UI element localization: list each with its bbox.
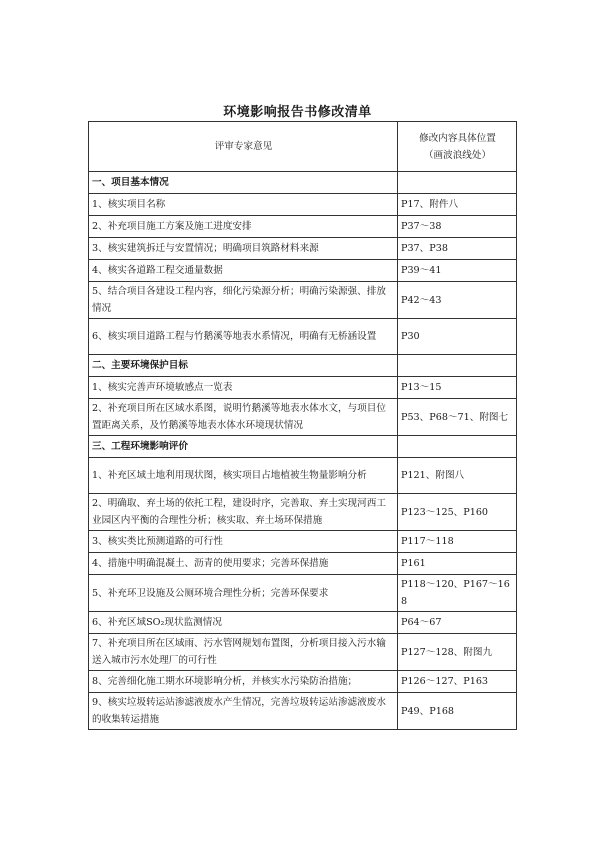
section-title: 三、工程环境影响评价 — [89, 436, 398, 458]
table-row — [89, 282, 517, 319]
table-row — [89, 494, 517, 531]
expert-opinion-cell: 4、核实各道路工程交通量数据 — [89, 260, 398, 282]
expert-opinion-cell: 3、核实类比预测道路的可行性 — [89, 531, 398, 553]
location-cell: P13～15 — [398, 377, 517, 399]
location-cell: P121、附图八 — [398, 458, 517, 494]
section-row — [89, 436, 517, 458]
table-header-row — [89, 122, 517, 172]
header-expert-opinion: 评审专家意见 — [89, 122, 398, 172]
table-row — [89, 531, 517, 553]
location-cell: P161 — [398, 553, 517, 575]
location-cell: P37、P38 — [398, 238, 517, 260]
section-title: 一、项目基本情况 — [89, 172, 398, 194]
table-row — [89, 238, 517, 260]
expert-opinion-cell: 5、结合项目各建设工程内容，细化污染源分析；明确污染源强、排放情况 — [89, 282, 398, 319]
location-cell — [398, 436, 517, 458]
table-row — [89, 634, 517, 671]
table-row — [89, 377, 517, 399]
expert-opinion-cell: 1、核实完善声环境敏感点一览表 — [89, 377, 398, 399]
table-row — [89, 671, 517, 693]
header-location-line2: （画波浪线处） — [423, 149, 492, 161]
table-row — [89, 575, 517, 612]
expert-opinion-cell: 6、补充区域SO₂现状监测情况 — [89, 612, 398, 634]
location-cell: P123～125、P160 — [398, 494, 517, 531]
location-cell: P37～38 — [398, 216, 517, 238]
table-row — [89, 458, 517, 494]
location-cell — [398, 172, 517, 194]
expert-opinion-cell: 7、补充项目所在区域雨、污水管网规划布置图，分析项目接入污水输送入城市污水处理厂的可行性 — [89, 634, 398, 671]
revision-table — [88, 121, 517, 730]
expert-opinion-cell: 8、完善细化施工期水环境影响分析，并核实水污染防治措施； — [89, 671, 398, 693]
expert-opinion-cell: 1、核实项目名称 — [89, 194, 398, 216]
table-row — [89, 260, 517, 282]
section-title: 二、主要环境保护目标 — [89, 355, 398, 377]
location-cell: P17、附件八 — [398, 194, 517, 216]
section-row — [89, 172, 517, 194]
table-row — [89, 216, 517, 238]
expert-opinion-cell: 4、措施中明确混凝土、沥青的使用要求；完善环保措施 — [89, 553, 398, 575]
expert-opinion-cell: 1、补充区域土地利用现状图，核实项目占地植被生物量影响分析 — [89, 458, 398, 494]
expert-opinion-cell: 5、补充环卫设施及公厕环境合理性分析；完善环保要求 — [89, 575, 398, 612]
header-location — [398, 122, 517, 172]
expert-opinion-cell: 3、核实建筑拆迁与安置情况；明确项目筑路材料来源 — [89, 238, 398, 260]
page-title: 环境影响报告书修改清单 — [223, 105, 372, 120]
expert-opinion-cell: 9、核实垃圾转运站渗滤液废水产生情况，完善垃圾转运站渗滤液废水的收集转运措施 — [89, 693, 398, 730]
table-row — [89, 194, 517, 216]
location-cell: P53、P68～71、附图七 — [398, 399, 517, 436]
table-row — [89, 612, 517, 634]
location-cell: P127～128、附图九 — [398, 634, 517, 671]
table-row — [89, 319, 517, 355]
header-location-line1: 修改内容具体位置 — [419, 132, 496, 144]
expert-opinion-cell: 2、明确取、弃土场的依托工程，建设时序，完善取、弃土实现河西工业园区内平衡的合理性分析；核实取、弃土场环保措施 — [89, 494, 398, 531]
location-cell: P30 — [398, 319, 517, 355]
location-cell: P117～118 — [398, 531, 517, 553]
table-row — [89, 693, 517, 730]
section-row — [89, 355, 517, 377]
location-cell: P64～67 — [398, 612, 517, 634]
location-cell: P126～127、P163 — [398, 671, 517, 693]
location-cell: P39～41 — [398, 260, 517, 282]
location-cell — [398, 355, 517, 377]
table-row — [89, 399, 517, 436]
location-cell: P49、P168 — [398, 693, 517, 730]
location-cell: P118～120、P167～168 — [398, 575, 517, 612]
expert-opinion-cell: 6、核实项目道路工程与竹鹅溪等地表水系情况，明确有无桥涵设置 — [89, 319, 398, 355]
expert-opinion-cell: 2、补充项目所在区域水系图，说明竹鹅溪等地表水体水文，与项目位置距离关系，及竹鹅溪等地表水体水环境现状情况 — [89, 399, 398, 436]
table-row — [89, 553, 517, 575]
expert-opinion-cell: 2、补充项目施工方案及施工进度安排 — [89, 216, 398, 238]
location-cell: P42～43 — [398, 282, 517, 319]
